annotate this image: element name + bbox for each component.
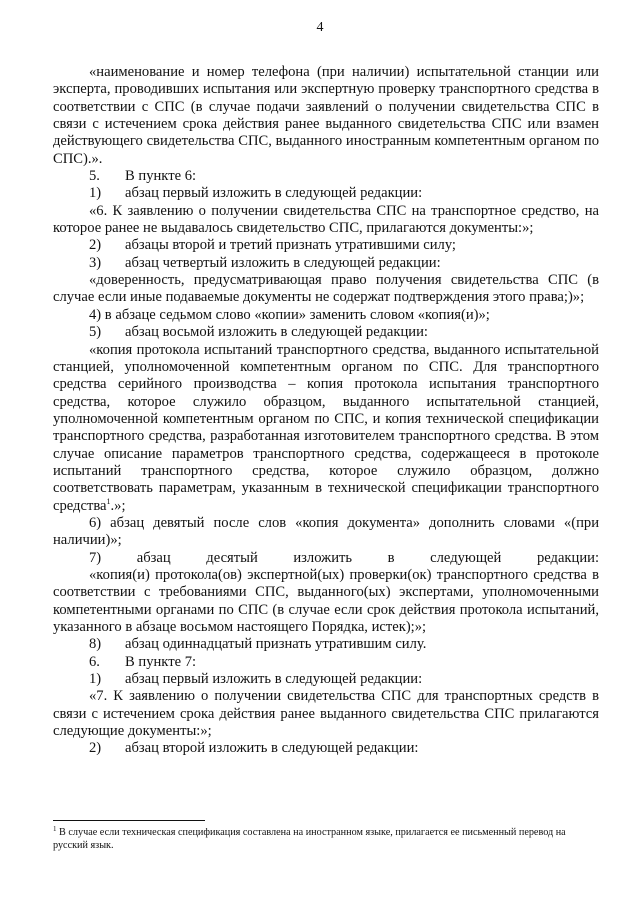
- paragraph-text: 4) в абзаце седьмом слово «копии» заменить словом «копия(и)»;: [89, 306, 490, 323]
- paragraph-text: «6. К заявлению о получении свидетельства СПС на транспортное средство, на которое ранее не выдавалось свидетельство СПС, прилагаются документы:»;: [53, 202, 599, 237]
- paragraph: [53, 272, 599, 307]
- paragraph: [53, 237, 599, 254]
- footnote-reference: 1: [106, 496, 111, 506]
- paragraph: [53, 671, 599, 688]
- paragraph-text: «7. К заявлению о получении свидетельства СПС для транспортных средств в связи с истечением срока действия ранее выданного свидетельства СПС прилагаются следующие документы:»;: [53, 688, 599, 740]
- item-number: 8): [89, 636, 102, 653]
- item-number: 5.: [89, 168, 100, 185]
- item-number: 5): [89, 324, 102, 341]
- paragraph: [53, 307, 599, 324]
- paragraph: [53, 342, 599, 515]
- paragraph-tail: .»;: [110, 497, 126, 514]
- paragraph: [53, 515, 599, 550]
- paragraph: [53, 654, 599, 671]
- paragraph-text: абзац первый изложить в следующей редакции:: [125, 185, 423, 202]
- item-number: 3): [89, 254, 102, 271]
- item-number: 1): [89, 185, 102, 202]
- item-number: 1): [89, 671, 102, 688]
- paragraph: [53, 636, 599, 653]
- paragraph-text: абзац второй изложить в следующей редакции:: [125, 740, 419, 757]
- paragraph: [53, 740, 599, 757]
- paragraph-text: «наименование и номер телефона (при наличии) испытательной станции или эксперта, проводивших испытания или экспертную проверку транспортного средства в соответствии с СПС (в случае подачи заявлений о получении свидетельства СПС в связи с истечением срока действия ранее выданного свидетельства СПС или взамен действующего свидетельства СПС, выданного иностранным компетентным органом по СПС).».: [53, 64, 599, 167]
- paragraph: [53, 185, 599, 202]
- footnote: [53, 826, 599, 852]
- paragraph: [53, 567, 599, 636]
- item-number: 2): [89, 740, 102, 757]
- paragraph-text: «копия(и) протокола(ов) экспертной(ых) проверки(ок) транспортного средства в соответствии с требованиями СПС, выданного(ых) экспертами, уполномоченными компетентными органами по СПС (в случае если срок действия протокола испытаний, указанного в абзаце восьмом настоящего Порядка, истек);»;: [53, 566, 599, 635]
- paragraph-text: абзацы второй и третий признать утратившими силу;: [125, 237, 456, 254]
- paragraph-text: 6) абзац девятый после слов «копия документа» дополнить словами «(при наличии)»;: [53, 514, 599, 549]
- paragraph: [53, 64, 599, 168]
- paragraph: [53, 324, 599, 341]
- paragraph: [53, 550, 599, 567]
- paragraph-text: «доверенность, предусматривающая право получения свидетельства СПС (в случае если иные подаваемые документы не содержат подтверждения этого права;)»;: [53, 272, 599, 306]
- page-number: 4: [316, 20, 324, 35]
- paragraph-text: абзац одиннадцатый признать утратившим силу.: [125, 636, 427, 653]
- footnote-text: В случае если техническая спецификация составлена на иностранном языке, прилагается ее письменный перевод на русский язык.: [53, 827, 566, 851]
- paragraph-text: 7) абзац десятый изложить в следующей редакции:: [89, 549, 599, 566]
- item-number: 2): [89, 237, 102, 254]
- paragraph-text: «копия протокола испытаний транспортного средства, выданного испытательной станцией, уполномоченной компетентным органом по СПС. Для транспортного средства серийного производства – копия протокола испытания транспортного средства, которое служило образцом, выданного испытательной станцией, уполномоченной компетентным органом по СПС, и копия технической спецификации транспортного средства, разработанная изготовителем транспортного средства. В этом случае описание параметров транспортного средства, содержащееся в протоколе испытаний транспортного средства, которое служило образцом, должно соответствовать параметрам, указанным в технической спецификации транспортного средства: [53, 341, 599, 514]
- footnote-separator: [53, 820, 205, 821]
- paragraph-text: В пункте 6:: [125, 168, 197, 185]
- paragraph-text: абзац четвертый изложить в следующей редакции:: [125, 254, 441, 271]
- paragraph-text: абзац первый изложить в следующей редакции:: [125, 671, 423, 688]
- paragraph-text: абзац восьмой изложить в следующей редакции:: [125, 324, 428, 341]
- footnote-mark: 1: [53, 825, 57, 833]
- item-number: 6.: [89, 653, 100, 670]
- document-body: [53, 64, 599, 758]
- paragraph-text: В пункте 7:: [125, 653, 197, 670]
- paragraph: [53, 203, 599, 238]
- paragraph: [53, 688, 599, 740]
- paragraph: [53, 168, 599, 185]
- paragraph: [53, 255, 599, 272]
